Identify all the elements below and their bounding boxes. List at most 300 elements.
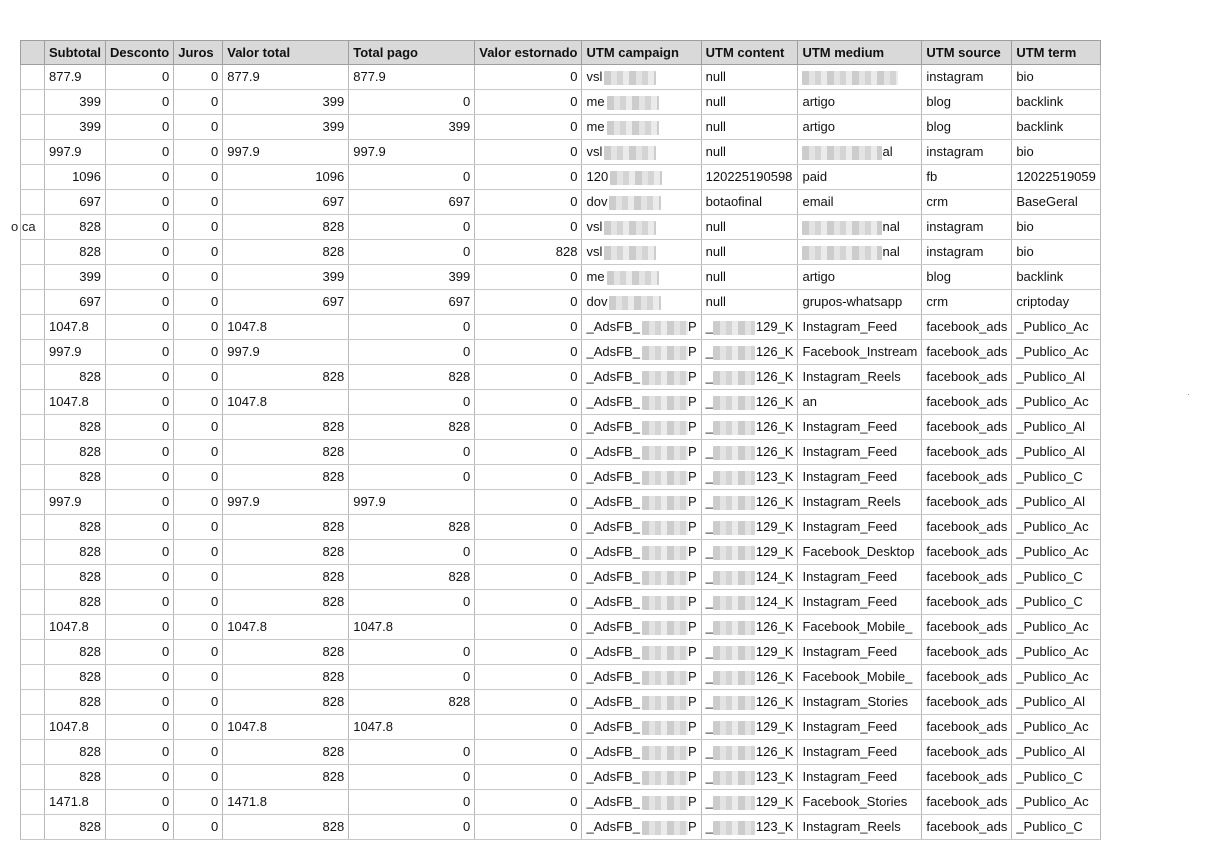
row-lead-cell[interactable] — [21, 740, 45, 765]
cell-utm-medium[interactable] — [798, 215, 922, 240]
cell-desconto[interactable] — [106, 790, 174, 815]
cell-utm-content[interactable]: _ 126_K — [701, 340, 798, 365]
cell-utm-source[interactable] — [922, 590, 1012, 615]
cell-utm-medium[interactable] — [798, 365, 922, 390]
cell-total-pago[interactable] — [349, 115, 475, 140]
column-header-utm-content[interactable]: UTM content — [701, 41, 798, 65]
row-lead-cell[interactable] — [21, 140, 45, 165]
cell-utm-campaign[interactable] — [582, 590, 701, 615]
cell-subtotal[interactable] — [45, 165, 106, 190]
cell-utm-term[interactable] — [1012, 340, 1101, 365]
cell-subtotal[interactable] — [45, 640, 106, 665]
column-header-valor-estornado[interactable]: Valor estornado — [475, 41, 582, 65]
cell-valor-total[interactable] — [223, 165, 349, 190]
cell-desconto[interactable] — [106, 365, 174, 390]
cell-desconto[interactable] — [106, 815, 174, 840]
cell-valor-total[interactable] — [223, 290, 349, 315]
cell-utm-term[interactable] — [1012, 215, 1101, 240]
cell-utm-content[interactable]: _ 126_K — [701, 740, 798, 765]
cell-utm-term[interactable] — [1012, 515, 1101, 540]
cell-valor-total[interactable] — [223, 240, 349, 265]
cell-desconto[interactable] — [106, 740, 174, 765]
row-lead-cell[interactable] — [21, 365, 45, 390]
cell-utm-campaign[interactable] — [582, 315, 701, 340]
cell-desconto[interactable] — [106, 440, 174, 465]
row-lead-cell[interactable] — [21, 265, 45, 290]
cell-utm-medium[interactable] — [798, 140, 922, 165]
row-lead-cell[interactable] — [21, 165, 45, 190]
cell-valor-estornado[interactable] — [475, 590, 582, 615]
cell-valor-total[interactable] — [223, 415, 349, 440]
cell-total-pago[interactable] — [349, 290, 475, 315]
cell-utm-source[interactable] — [922, 565, 1012, 590]
cell-total-pago[interactable] — [349, 365, 475, 390]
column-header-utm-term[interactable]: UTM term — [1012, 41, 1101, 65]
cell-utm-medium[interactable] — [798, 90, 922, 115]
cell-valor-estornado[interactable] — [475, 215, 582, 240]
cell-utm-campaign[interactable] — [582, 815, 701, 840]
cell-total-pago[interactable] — [349, 715, 475, 740]
cell-utm-campaign[interactable] — [582, 615, 701, 640]
cell-valor-estornado[interactable] — [475, 65, 582, 90]
cell-total-pago[interactable] — [349, 265, 475, 290]
cell-utm-content[interactable]: _ 126_K — [701, 665, 798, 690]
cell-valor-estornado[interactable] — [475, 440, 582, 465]
cell-juros[interactable] — [174, 565, 223, 590]
cell-utm-campaign[interactable] — [582, 365, 701, 390]
cell-valor-estornado[interactable] — [475, 90, 582, 115]
cell-utm-medium[interactable] — [798, 240, 922, 265]
row-lead-cell[interactable] — [21, 240, 45, 265]
cell-valor-estornado[interactable] — [475, 540, 582, 565]
cell-subtotal[interactable] — [45, 665, 106, 690]
cell-utm-content[interactable] — [701, 65, 798, 90]
cell-valor-estornado[interactable] — [475, 715, 582, 740]
cell-desconto[interactable] — [106, 340, 174, 365]
row-lead-cell[interactable] — [21, 690, 45, 715]
cell-subtotal[interactable] — [45, 790, 106, 815]
cell-desconto[interactable] — [106, 465, 174, 490]
cell-utm-campaign[interactable] — [582, 440, 701, 465]
cell-utm-source[interactable] — [922, 540, 1012, 565]
row-lead-cell[interactable] — [21, 565, 45, 590]
cell-utm-campaign[interactable] — [582, 415, 701, 440]
cell-utm-term[interactable] — [1012, 365, 1101, 390]
cell-utm-term[interactable] — [1012, 565, 1101, 590]
cell-utm-medium[interactable] — [798, 440, 922, 465]
cell-juros[interactable] — [174, 815, 223, 840]
cell-total-pago[interactable] — [349, 340, 475, 365]
cell-utm-term[interactable] — [1012, 815, 1101, 840]
row-lead-cell[interactable] — [21, 790, 45, 815]
cell-utm-content[interactable]: _ 126_K — [701, 615, 798, 640]
cell-utm-source[interactable] — [922, 815, 1012, 840]
cell-utm-campaign[interactable] — [582, 640, 701, 665]
cell-utm-content[interactable]: _ 123_K — [701, 765, 798, 790]
cell-juros[interactable] — [174, 390, 223, 415]
cell-total-pago[interactable] — [349, 90, 475, 115]
cell-utm-source[interactable] — [922, 515, 1012, 540]
cell-utm-campaign[interactable] — [582, 390, 701, 415]
cell-valor-estornado[interactable] — [475, 490, 582, 515]
cell-utm-term[interactable] — [1012, 615, 1101, 640]
cell-utm-term[interactable] — [1012, 65, 1101, 90]
cell-utm-source[interactable] — [922, 115, 1012, 140]
cell-total-pago[interactable] — [349, 665, 475, 690]
cell-utm-term[interactable] — [1012, 265, 1101, 290]
cell-utm-term[interactable] — [1012, 190, 1101, 215]
cell-valor-estornado[interactable] — [475, 165, 582, 190]
cell-juros[interactable] — [174, 240, 223, 265]
cell-utm-campaign[interactable] — [582, 190, 701, 215]
cell-subtotal[interactable] — [45, 390, 106, 415]
cell-subtotal[interactable] — [45, 590, 106, 615]
cell-total-pago[interactable] — [349, 740, 475, 765]
cell-juros[interactable] — [174, 465, 223, 490]
cell-valor-total[interactable] — [223, 665, 349, 690]
cell-utm-content[interactable] — [701, 240, 798, 265]
cell-desconto[interactable] — [106, 240, 174, 265]
cell-juros[interactable] — [174, 165, 223, 190]
cell-utm-content[interactable]: _ 126_K — [701, 365, 798, 390]
row-lead-cell[interactable] — [21, 815, 45, 840]
cell-subtotal[interactable] — [45, 190, 106, 215]
row-lead-cell[interactable] — [21, 115, 45, 140]
cell-utm-medium[interactable] — [798, 115, 922, 140]
cell-utm-source[interactable] — [922, 365, 1012, 390]
cell-utm-source[interactable] — [922, 65, 1012, 90]
cell-desconto[interactable] — [106, 390, 174, 415]
cell-utm-content[interactable]: _ 124_K — [701, 565, 798, 590]
cell-valor-estornado[interactable] — [475, 265, 582, 290]
cell-total-pago[interactable] — [349, 140, 475, 165]
cell-utm-campaign[interactable] — [582, 115, 701, 140]
cell-utm-term[interactable] — [1012, 290, 1101, 315]
cell-juros[interactable] — [174, 765, 223, 790]
cell-utm-source[interactable] — [922, 790, 1012, 815]
cell-juros[interactable] — [174, 365, 223, 390]
cell-utm-campaign[interactable] — [582, 90, 701, 115]
cell-total-pago[interactable] — [349, 690, 475, 715]
cell-utm-source[interactable] — [922, 290, 1012, 315]
cell-utm-medium[interactable] — [798, 290, 922, 315]
cell-juros[interactable] — [174, 140, 223, 165]
cell-juros[interactable] — [174, 115, 223, 140]
cell-valor-estornado[interactable] — [475, 365, 582, 390]
cell-utm-source[interactable] — [922, 440, 1012, 465]
cell-valor-total[interactable] — [223, 65, 349, 90]
cell-valor-total[interactable] — [223, 140, 349, 165]
cell-utm-campaign[interactable] — [582, 65, 701, 90]
cell-juros[interactable] — [174, 340, 223, 365]
cell-desconto[interactable] — [106, 715, 174, 740]
cell-desconto[interactable] — [106, 415, 174, 440]
row-lead-cell[interactable] — [21, 515, 45, 540]
cell-total-pago[interactable] — [349, 765, 475, 790]
cell-utm-medium[interactable] — [798, 690, 922, 715]
row-lead-cell[interactable] — [21, 190, 45, 215]
cell-utm-content[interactable] — [701, 265, 798, 290]
cell-juros[interactable] — [174, 90, 223, 115]
cell-subtotal[interactable] — [45, 340, 106, 365]
cell-utm-campaign[interactable] — [582, 265, 701, 290]
cell-valor-total[interactable] — [223, 490, 349, 515]
cell-desconto[interactable] — [106, 640, 174, 665]
cell-juros[interactable] — [174, 540, 223, 565]
row-lead-cell[interactable] — [21, 540, 45, 565]
cell-valor-total[interactable] — [223, 340, 349, 365]
cell-subtotal[interactable] — [45, 690, 106, 715]
cell-valor-total[interactable] — [223, 465, 349, 490]
cell-desconto[interactable] — [106, 690, 174, 715]
cell-utm-term[interactable] — [1012, 390, 1101, 415]
cell-subtotal[interactable] — [45, 115, 106, 140]
cell-desconto[interactable] — [106, 290, 174, 315]
cell-utm-content[interactable]: _ 129_K — [701, 715, 798, 740]
cell-total-pago[interactable] — [349, 790, 475, 815]
cell-juros[interactable] — [174, 615, 223, 640]
cell-utm-term[interactable] — [1012, 790, 1101, 815]
cell-subtotal[interactable] — [45, 715, 106, 740]
cell-utm-source[interactable] — [922, 265, 1012, 290]
cell-juros[interactable] — [174, 590, 223, 615]
cell-utm-source[interactable] — [922, 690, 1012, 715]
cell-juros[interactable] — [174, 640, 223, 665]
cell-utm-source[interactable] — [922, 90, 1012, 115]
cell-total-pago[interactable] — [349, 815, 475, 840]
column-header-subtotal[interactable]: Subtotal — [45, 41, 106, 65]
cell-utm-source[interactable] — [922, 615, 1012, 640]
cell-utm-medium[interactable] — [798, 415, 922, 440]
cell-desconto[interactable] — [106, 265, 174, 290]
cell-utm-medium[interactable] — [798, 765, 922, 790]
cell-valor-estornado[interactable] — [475, 565, 582, 590]
cell-utm-medium[interactable] — [798, 190, 922, 215]
cell-juros[interactable] — [174, 440, 223, 465]
cell-utm-content[interactable]: _ 129_K — [701, 315, 798, 340]
cell-juros[interactable] — [174, 740, 223, 765]
cell-utm-source[interactable] — [922, 665, 1012, 690]
cell-utm-medium[interactable] — [798, 665, 922, 690]
cell-utm-content[interactable]: _ 123_K — [701, 465, 798, 490]
cell-utm-content[interactable] — [701, 165, 798, 190]
cell-desconto[interactable] — [106, 615, 174, 640]
cell-subtotal[interactable] — [45, 615, 106, 640]
cell-valor-estornado[interactable] — [475, 765, 582, 790]
cell-valor-estornado[interactable] — [475, 140, 582, 165]
cell-total-pago[interactable] — [349, 640, 475, 665]
cell-utm-medium[interactable] — [798, 590, 922, 615]
cell-utm-content[interactable]: _ 126_K — [701, 440, 798, 465]
cell-valor-total[interactable] — [223, 215, 349, 240]
cell-utm-source[interactable] — [922, 765, 1012, 790]
cell-utm-campaign[interactable] — [582, 765, 701, 790]
cell-subtotal[interactable] — [45, 515, 106, 540]
cell-valor-estornado[interactable] — [475, 415, 582, 440]
cell-juros[interactable] — [174, 265, 223, 290]
cell-subtotal[interactable] — [45, 365, 106, 390]
cell-utm-medium[interactable] — [798, 615, 922, 640]
cell-utm-source[interactable] — [922, 190, 1012, 215]
cell-utm-medium[interactable] — [798, 165, 922, 190]
cell-subtotal[interactable] — [45, 465, 106, 490]
cell-valor-estornado[interactable] — [475, 315, 582, 340]
cell-utm-campaign[interactable] — [582, 515, 701, 540]
cell-subtotal[interactable] — [45, 540, 106, 565]
cell-desconto[interactable] — [106, 165, 174, 190]
row-lead-cell[interactable] — [21, 340, 45, 365]
cell-total-pago[interactable] — [349, 315, 475, 340]
cell-utm-medium[interactable] — [798, 390, 922, 415]
cell-subtotal[interactable] — [45, 765, 106, 790]
row-lead-cell[interactable] — [21, 415, 45, 440]
cell-desconto[interactable] — [106, 515, 174, 540]
cell-utm-source[interactable] — [922, 415, 1012, 440]
cell-juros[interactable] — [174, 290, 223, 315]
cell-utm-source[interactable] — [922, 390, 1012, 415]
cell-utm-campaign[interactable] — [582, 465, 701, 490]
row-lead-cell[interactable] — [21, 465, 45, 490]
cell-utm-term[interactable] — [1012, 740, 1101, 765]
cell-utm-source[interactable] — [922, 740, 1012, 765]
row-lead-cell[interactable] — [21, 715, 45, 740]
cell-utm-source[interactable] — [922, 315, 1012, 340]
cell-utm-term[interactable] — [1012, 640, 1101, 665]
cell-utm-content[interactable] — [701, 215, 798, 240]
cell-juros[interactable] — [174, 690, 223, 715]
cell-utm-term[interactable] — [1012, 715, 1101, 740]
cell-desconto[interactable] — [106, 65, 174, 90]
cell-utm-source[interactable] — [922, 715, 1012, 740]
cell-total-pago[interactable] — [349, 565, 475, 590]
cell-valor-total[interactable] — [223, 365, 349, 390]
cell-valor-total[interactable] — [223, 815, 349, 840]
cell-utm-term[interactable] — [1012, 490, 1101, 515]
column-header-desconto[interactable]: Desconto — [106, 41, 174, 65]
row-lead-cell[interactable] — [21, 290, 45, 315]
cell-utm-content[interactable] — [701, 140, 798, 165]
cell-juros[interactable] — [174, 65, 223, 90]
cell-utm-campaign[interactable] — [582, 740, 701, 765]
cell-utm-term[interactable] — [1012, 165, 1101, 190]
row-lead-cell[interactable] — [21, 590, 45, 615]
cell-utm-campaign[interactable] — [582, 665, 701, 690]
cell-utm-medium[interactable] — [798, 790, 922, 815]
column-header-total-pago[interactable]: Total pago — [349, 41, 475, 65]
cell-total-pago[interactable] — [349, 415, 475, 440]
cell-utm-medium[interactable] — [798, 815, 922, 840]
cell-utm-content[interactable]: _ 129_K — [701, 540, 798, 565]
cell-utm-content[interactable]: _ 123_K — [701, 815, 798, 840]
cell-valor-total[interactable] — [223, 715, 349, 740]
cell-valor-total[interactable] — [223, 315, 349, 340]
cell-valor-estornado[interactable] — [475, 390, 582, 415]
cell-utm-term[interactable] — [1012, 690, 1101, 715]
cell-utm-campaign[interactable] — [582, 540, 701, 565]
cell-subtotal[interactable] — [45, 140, 106, 165]
cell-utm-campaign[interactable] — [582, 340, 701, 365]
cell-valor-estornado[interactable] — [475, 665, 582, 690]
cell-juros[interactable] — [174, 790, 223, 815]
cell-valor-total[interactable] — [223, 565, 349, 590]
cell-valor-estornado[interactable] — [475, 815, 582, 840]
cell-utm-term[interactable] — [1012, 240, 1101, 265]
cell-utm-source[interactable] — [922, 240, 1012, 265]
cell-utm-content[interactable]: _ 129_K — [701, 640, 798, 665]
cell-utm-source[interactable] — [922, 640, 1012, 665]
cell-subtotal[interactable] — [45, 565, 106, 590]
cell-valor-estornado[interactable] — [475, 515, 582, 540]
cell-valor-estornado[interactable] — [475, 790, 582, 815]
cell-utm-content[interactable]: _ 126_K — [701, 415, 798, 440]
column-header-utm-medium[interactable]: UTM medium — [798, 41, 922, 65]
cell-utm-content[interactable]: _ 126_K — [701, 390, 798, 415]
cell-subtotal[interactable] — [45, 415, 106, 440]
cell-valor-total[interactable] — [223, 115, 349, 140]
cell-desconto[interactable] — [106, 140, 174, 165]
row-lead-cell[interactable] — [21, 315, 45, 340]
cell-utm-medium[interactable] — [798, 65, 922, 90]
cell-subtotal[interactable] — [45, 215, 106, 240]
cell-valor-total[interactable] — [223, 540, 349, 565]
cell-utm-source[interactable] — [922, 340, 1012, 365]
cell-utm-campaign[interactable] — [582, 715, 701, 740]
cell-utm-medium[interactable] — [798, 515, 922, 540]
cell-total-pago[interactable] — [349, 590, 475, 615]
cell-utm-medium[interactable] — [798, 640, 922, 665]
row-lead-cell[interactable] — [21, 765, 45, 790]
cell-total-pago[interactable] — [349, 165, 475, 190]
cell-desconto[interactable] — [106, 765, 174, 790]
column-header-valor-total[interactable]: Valor total — [223, 41, 349, 65]
cell-juros[interactable] — [174, 665, 223, 690]
row-lead-cell[interactable] — [21, 65, 45, 90]
cell-total-pago[interactable] — [349, 190, 475, 215]
cell-juros[interactable] — [174, 315, 223, 340]
cell-valor-total[interactable] — [223, 690, 349, 715]
column-header-juros[interactable]: Juros — [174, 41, 223, 65]
cell-total-pago[interactable] — [349, 540, 475, 565]
cell-total-pago[interactable] — [349, 515, 475, 540]
cell-juros[interactable] — [174, 715, 223, 740]
row-lead-cell[interactable] — [11, 215, 45, 240]
cell-desconto[interactable] — [106, 590, 174, 615]
cell-utm-medium[interactable] — [798, 740, 922, 765]
cell-valor-estornado[interactable] — [475, 190, 582, 215]
row-lead-cell[interactable] — [21, 615, 45, 640]
cell-utm-term[interactable] — [1012, 665, 1101, 690]
cell-valor-estornado[interactable] — [475, 615, 582, 640]
cell-valor-estornado[interactable] — [475, 290, 582, 315]
cell-utm-campaign[interactable] — [582, 790, 701, 815]
cell-total-pago[interactable] — [349, 215, 475, 240]
cell-total-pago[interactable] — [349, 490, 475, 515]
cell-valor-total[interactable] — [223, 640, 349, 665]
cell-utm-content[interactable]: _ 126_K — [701, 690, 798, 715]
row-lead-cell[interactable] — [21, 640, 45, 665]
cell-valor-total[interactable] — [223, 765, 349, 790]
cell-juros[interactable] — [174, 490, 223, 515]
cell-total-pago[interactable] — [349, 390, 475, 415]
cell-juros[interactable] — [174, 215, 223, 240]
cell-utm-content[interactable]: _ 124_K — [701, 590, 798, 615]
cell-utm-term[interactable] — [1012, 540, 1101, 565]
cell-utm-term[interactable] — [1012, 90, 1101, 115]
cell-utm-campaign[interactable] — [582, 565, 701, 590]
cell-utm-term[interactable] — [1012, 590, 1101, 615]
cell-valor-estornado[interactable] — [475, 465, 582, 490]
cell-utm-medium[interactable] — [798, 565, 922, 590]
